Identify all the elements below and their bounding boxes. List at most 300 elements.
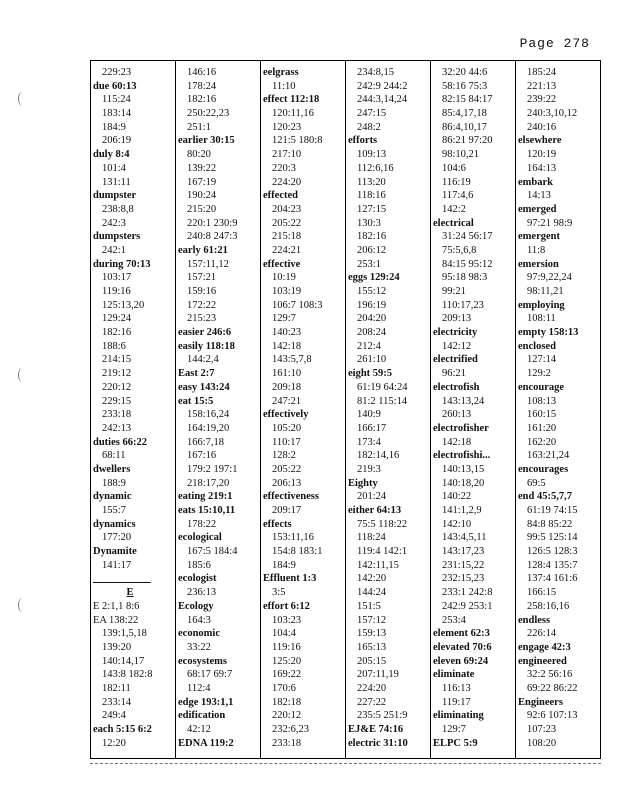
page-reference: 206:13 bbox=[272, 477, 302, 489]
page-reference: 183:14 bbox=[102, 108, 132, 120]
page-reference: 159:13 bbox=[357, 628, 387, 640]
page-reference: 215:20 bbox=[187, 203, 217, 215]
page-reference: 224:20 bbox=[272, 176, 302, 188]
page-reference: 82:15 84:17 bbox=[442, 94, 493, 106]
index-term: engineered bbox=[518, 655, 567, 667]
binder-hole-mark bbox=[18, 598, 27, 612]
page-reference: 129:2 bbox=[527, 368, 551, 380]
page-reference: 42:12 bbox=[187, 724, 211, 735]
page-reference: 233:18 bbox=[102, 409, 132, 421]
page-reference: 140:23 bbox=[272, 327, 302, 339]
page-reference: 140:22 bbox=[442, 491, 472, 503]
page-reference: 106:7 108:3 bbox=[272, 299, 323, 311]
index-term: edge 193:1,1 bbox=[178, 696, 234, 708]
page-reference: 86:21 97:20 bbox=[442, 135, 493, 147]
page-reference: 215:23 bbox=[187, 313, 217, 325]
index-term: eggs 129:24 bbox=[348, 272, 400, 284]
page-reference: 154:8 183:1 bbox=[272, 546, 323, 558]
page-reference: 159:16 bbox=[187, 286, 217, 297]
page-reference: 119:17 bbox=[442, 696, 471, 708]
page-reference: 11:10 bbox=[272, 80, 296, 92]
word-index-table bbox=[90, 60, 601, 759]
page-reference: 109:13 bbox=[357, 149, 387, 161]
index-term: ELPC 5:9 bbox=[433, 737, 478, 749]
index-term: early 61:21 bbox=[178, 244, 228, 256]
page-reference: 220:1 230:9 bbox=[187, 217, 238, 229]
index-term: Eighty bbox=[348, 477, 378, 489]
page-reference: 172:22 bbox=[187, 299, 217, 311]
page-reference: 205:15 bbox=[357, 655, 387, 667]
index-term: effectiveness bbox=[263, 491, 319, 503]
page-reference: EA 138:22 bbox=[93, 614, 139, 626]
page-reference: 131:11 bbox=[102, 176, 131, 188]
page-reference: 232:6,23 bbox=[272, 724, 310, 735]
page-reference: 127:15 bbox=[357, 203, 387, 215]
page-reference: 110:17 bbox=[272, 436, 301, 448]
index-term: ecologist bbox=[178, 573, 217, 585]
page-reference: 119:16 bbox=[102, 286, 131, 297]
page-reference: 86:4,10,17 bbox=[442, 121, 487, 133]
page-reference: 157:21 bbox=[187, 272, 217, 284]
page-reference: 261:10 bbox=[357, 354, 387, 366]
page-reference: 188:6 bbox=[102, 340, 126, 352]
page-reference: 120:11,16 bbox=[272, 108, 314, 120]
page-reference: 95:18 98:3 bbox=[442, 272, 488, 284]
page-reference: 140:9 bbox=[357, 409, 381, 421]
page-reference: 163:21,24 bbox=[527, 450, 570, 462]
index-column bbox=[90, 61, 175, 758]
page-reference: 182:18 bbox=[272, 696, 302, 708]
page-reference: 220:12 bbox=[102, 381, 132, 393]
page-reference: 141:1,2,9 bbox=[442, 505, 482, 516]
index-term: each 5:15 6:2 bbox=[93, 724, 152, 735]
index-term: electric 31:10 bbox=[348, 737, 408, 749]
page-reference: 116:13 bbox=[442, 682, 471, 694]
index-term: earlier 30:15 bbox=[178, 135, 235, 147]
page-reference: 242:13 bbox=[102, 422, 132, 434]
page-reference: 226:14 bbox=[527, 628, 557, 640]
page-reference: 227:22 bbox=[357, 696, 387, 708]
index-term: embark bbox=[518, 176, 553, 188]
page-reference: 144:2,4 bbox=[187, 354, 219, 366]
page-reference: 184:9 bbox=[102, 121, 126, 133]
page-reference: 166:17 bbox=[357, 422, 387, 434]
page-reference: 239:22 bbox=[527, 94, 557, 106]
page-reference: 219:3 bbox=[357, 463, 381, 475]
page-reference: 85:4,17,18 bbox=[442, 108, 487, 120]
page-reference: 207:11,19 bbox=[357, 669, 399, 681]
page-reference: 164:3 bbox=[187, 614, 211, 626]
page-reference: 120:23 bbox=[272, 121, 302, 133]
index-term: eat 15:5 bbox=[178, 395, 214, 407]
page-reference: 260:13 bbox=[442, 409, 472, 421]
index-term: edification bbox=[178, 710, 226, 722]
page-reference: 209:17 bbox=[272, 505, 302, 516]
index-term: Effluent 1:3 bbox=[263, 573, 317, 585]
page-reference: 238:8,8 bbox=[102, 203, 134, 215]
page-reference: 240:16 bbox=[527, 121, 557, 133]
page-reference: 233:1 242:8 bbox=[442, 587, 493, 599]
page-reference: 104:6 bbox=[442, 162, 466, 174]
page-reference: 167:5 184:4 bbox=[187, 546, 238, 558]
index-term: employing bbox=[518, 299, 565, 311]
page-reference: 251:1 bbox=[187, 121, 211, 133]
index-term: electrofishi... bbox=[433, 450, 491, 462]
index-term: endless bbox=[518, 614, 551, 626]
page-reference: 143:13,24 bbox=[442, 395, 485, 407]
page-reference: 212:4 bbox=[357, 340, 381, 352]
page-reference: 151:5 bbox=[357, 600, 381, 612]
page-reference: 96:21 bbox=[442, 368, 466, 380]
page-reference: 182:16 bbox=[357, 231, 387, 243]
index-column bbox=[515, 61, 601, 758]
page-reference: 221:13 bbox=[527, 80, 557, 92]
page-reference: 108:13 bbox=[527, 395, 557, 407]
page-reference: 184:9 bbox=[272, 559, 296, 571]
page-reference: 233:18 bbox=[272, 737, 302, 749]
page-reference: 182:16 bbox=[102, 327, 132, 339]
index-term: eliminating bbox=[433, 710, 484, 722]
page-reference: 126:5 128:3 bbox=[527, 546, 578, 558]
page-reference: 143:4,5,11 bbox=[442, 532, 487, 544]
page-reference: 130:3 bbox=[357, 217, 381, 229]
page-reference: 14:13 bbox=[527, 190, 551, 202]
page-reference: 205:22 bbox=[272, 217, 302, 229]
page-reference: 242:9 244:2 bbox=[357, 80, 408, 92]
page-reference: 142:2 bbox=[442, 203, 466, 215]
page-reference: 236:13 bbox=[187, 587, 217, 599]
page-reference: 68:11 bbox=[102, 450, 126, 462]
index-term: emergent bbox=[518, 231, 560, 243]
index-term: effective bbox=[263, 258, 301, 270]
index-term: eight 59:5 bbox=[348, 368, 393, 380]
page-reference: 140:18,20 bbox=[442, 477, 485, 489]
page-reference: 98:11,21 bbox=[527, 286, 564, 297]
page-reference: 125:20 bbox=[272, 655, 302, 667]
page-reference: 209:18 bbox=[272, 381, 302, 393]
footer-rule bbox=[90, 763, 601, 764]
page-reference: 229:23 bbox=[102, 67, 132, 78]
page-reference: 104:4 bbox=[272, 628, 296, 640]
index-term: electrofisher bbox=[433, 422, 489, 434]
page-reference: 206:19 bbox=[102, 135, 132, 147]
page-reference: 105:20 bbox=[272, 422, 302, 434]
index-term: engage 42:3 bbox=[518, 641, 571, 653]
index-term: ecological bbox=[178, 532, 222, 544]
page-reference: 119:16 bbox=[272, 641, 301, 653]
index-term: Engineers bbox=[518, 696, 563, 708]
page-reference: 128:4 135:7 bbox=[527, 559, 578, 571]
page-reference: 97:9,22,24 bbox=[527, 272, 572, 284]
index-term: eleven 69:24 bbox=[433, 655, 489, 667]
index-term: end 45:5,7,7 bbox=[518, 491, 572, 503]
page-reference: 233:14 bbox=[102, 696, 132, 708]
page-reference: 32:20 44:6 bbox=[442, 67, 488, 78]
index-term: electricity bbox=[433, 327, 478, 339]
page-reference: 249:4 bbox=[102, 710, 126, 722]
page-reference: 32:2 56:16 bbox=[527, 669, 573, 681]
page-reference: 234:8,15 bbox=[357, 67, 395, 78]
page-reference: 208:24 bbox=[357, 327, 387, 339]
page-reference: 142:11,15 bbox=[357, 559, 399, 571]
page-reference: 170:6 bbox=[272, 682, 296, 694]
page-reference: 129:7 bbox=[442, 724, 466, 735]
page-reference: 179:2 197:1 bbox=[187, 463, 238, 475]
page-reference: 117:4,6 bbox=[442, 190, 474, 202]
page-reference: 167:19 bbox=[187, 176, 217, 188]
index-term: dynamics bbox=[93, 518, 136, 530]
binder-hole-mark bbox=[18, 368, 27, 382]
page-reference: 250:22,23 bbox=[187, 108, 230, 120]
page-reference: 118:16 bbox=[357, 190, 386, 202]
page-reference: 139:1,5,18 bbox=[102, 628, 147, 640]
page-reference: 142:18 bbox=[272, 340, 302, 352]
page-reference: 108:20 bbox=[527, 737, 557, 749]
page-reference: 166:15 bbox=[527, 587, 557, 599]
page-reference: 258:16,16 bbox=[527, 600, 570, 612]
index-term: easily 118:18 bbox=[178, 340, 235, 352]
page-reference: 178:22 bbox=[187, 518, 217, 530]
page-reference: 75:5 118:22 bbox=[357, 518, 408, 530]
page-reference: 80:20 bbox=[187, 149, 211, 161]
page-reference: 229:15 bbox=[102, 395, 132, 407]
page-reference: 99:5 125:14 bbox=[527, 532, 578, 544]
page-reference: 161:20 bbox=[527, 422, 557, 434]
index-term: effects bbox=[263, 518, 292, 530]
index-term: eating 219:1 bbox=[178, 491, 233, 503]
page-reference: 12:20 bbox=[102, 737, 126, 749]
page-reference: 235:5 251:9 bbox=[357, 710, 408, 722]
page-reference: 137:4 161:6 bbox=[527, 573, 578, 585]
index-term: encourage bbox=[518, 381, 565, 393]
page-reference: 119:4 142:1 bbox=[357, 546, 408, 558]
page-reference: 33:22 bbox=[187, 641, 211, 653]
index-column bbox=[345, 61, 430, 758]
page-reference: 220:12 bbox=[272, 710, 302, 722]
page-reference: 142:12 bbox=[442, 340, 472, 352]
page-reference: 205:22 bbox=[272, 463, 302, 475]
page-reference: 142:10 bbox=[442, 518, 472, 530]
page-reference: 165:13 bbox=[357, 641, 387, 653]
page-reference: 140:14,17 bbox=[102, 655, 145, 667]
index-term: during 70:13 bbox=[93, 258, 151, 270]
page-reference: 101:4 bbox=[102, 162, 126, 174]
page-reference: 177:20 bbox=[102, 532, 132, 544]
page-reference: 3:5 bbox=[272, 587, 286, 599]
page-reference: 160:15 bbox=[527, 409, 557, 421]
page-reference: 146:16 bbox=[187, 67, 217, 78]
index-term: effectively bbox=[263, 409, 309, 421]
page-reference: 115:24 bbox=[102, 94, 131, 106]
page-reference: 224:20 bbox=[357, 682, 387, 694]
index-term: eats 15:10,11 bbox=[178, 505, 236, 516]
index-term: encourages bbox=[518, 463, 569, 475]
index-term: electrical bbox=[433, 217, 474, 229]
page-reference: 247:15 bbox=[357, 108, 387, 120]
index-term: ecosystems bbox=[178, 655, 227, 667]
page-reference: 121:5 180:8 bbox=[272, 135, 323, 147]
page-reference: 244:3,14,24 bbox=[357, 94, 408, 106]
page-reference: 220:3 bbox=[272, 162, 296, 174]
page-reference: 247:21 bbox=[272, 395, 302, 407]
page-reference: 112:6,16 bbox=[357, 162, 394, 174]
page-reference: 69:5 bbox=[527, 477, 546, 489]
page-reference: 214:15 bbox=[102, 354, 132, 366]
page-reference: 206:12 bbox=[357, 244, 387, 256]
page-reference: 84:8 85:22 bbox=[527, 518, 573, 530]
index-term: dumpsters bbox=[93, 231, 141, 243]
page-reference: 107:23 bbox=[527, 724, 557, 735]
page-reference: 242:9 253:1 bbox=[442, 600, 493, 612]
page-reference: 162:20 bbox=[527, 436, 557, 448]
index-column bbox=[175, 61, 260, 758]
index-term: elsewhere bbox=[518, 135, 562, 147]
index-term: East 2:7 bbox=[178, 368, 215, 380]
page-reference: 215:18 bbox=[272, 231, 302, 243]
page-reference: 68:17 69:7 bbox=[187, 669, 233, 681]
page-reference: 31:24 56:17 bbox=[442, 231, 493, 243]
page-reference: 140:13,15 bbox=[442, 463, 485, 475]
page-reference: 143:8 182:8 bbox=[102, 669, 153, 681]
index-term: either 64:13 bbox=[348, 505, 402, 516]
index-term: easy 143:24 bbox=[178, 381, 230, 393]
page-reference: 118:24 bbox=[357, 532, 386, 544]
page-reference: 103:23 bbox=[272, 614, 302, 626]
page-reference: 113:20 bbox=[357, 176, 386, 188]
index-term: dwellers bbox=[93, 463, 131, 475]
page-reference: 155:12 bbox=[357, 286, 387, 297]
page-reference: 103:19 bbox=[272, 286, 302, 297]
index-term: electrofish bbox=[433, 381, 480, 393]
index-term: dynamic bbox=[93, 491, 132, 503]
index-column bbox=[260, 61, 345, 758]
index-term: effected bbox=[263, 190, 298, 202]
section-divider bbox=[93, 572, 175, 586]
page-reference: 253:4 bbox=[442, 614, 466, 626]
page-reference: 81:2 115:14 bbox=[357, 395, 408, 407]
page-reference: 164:19,20 bbox=[187, 422, 230, 434]
page-reference: 169:22 bbox=[272, 669, 302, 681]
page-reference: 69:22 86:22 bbox=[527, 682, 578, 694]
index-term: eelgrass bbox=[263, 67, 299, 78]
page-reference: 99:21 bbox=[442, 286, 466, 297]
page-reference: 190:24 bbox=[187, 190, 217, 202]
index-term: Ecology bbox=[178, 600, 214, 612]
page-reference: 182:14,16 bbox=[357, 450, 400, 462]
page-reference: 11:8 bbox=[527, 244, 546, 256]
page-reference: 125:13,20 bbox=[102, 299, 145, 311]
page-reference: 173:4 bbox=[357, 436, 381, 448]
index-term: enclosed bbox=[518, 340, 556, 352]
index-term: dumpster bbox=[93, 190, 137, 202]
index-term: emerged bbox=[518, 203, 557, 215]
page-reference: 166:7,18 bbox=[187, 436, 225, 448]
page-reference: 97:21 98:9 bbox=[527, 217, 573, 229]
page-reference: 217:10 bbox=[272, 149, 302, 161]
page-reference: 185:24 bbox=[527, 67, 557, 78]
page-reference: 164:13 bbox=[527, 162, 557, 174]
index-term: electrified bbox=[433, 354, 478, 366]
page-reference: 196:19 bbox=[357, 299, 387, 311]
page-reference: 92:6 107:13 bbox=[527, 710, 578, 722]
index-term: effect 112:18 bbox=[263, 94, 320, 106]
page-reference: 231:15,22 bbox=[442, 559, 485, 571]
index-term: empty 158:13 bbox=[518, 327, 579, 339]
page-reference: 158:16,24 bbox=[187, 409, 230, 421]
section-letter: E bbox=[126, 587, 134, 599]
index-term: due 60:13 bbox=[93, 80, 137, 92]
page-reference: 129:24 bbox=[102, 313, 132, 325]
page-reference: 242:3 bbox=[102, 217, 126, 229]
page-reference: 240:8 247:3 bbox=[187, 231, 238, 243]
page-reference: E 2:1,1 8:6 bbox=[93, 600, 140, 612]
page-reference: 110:17,23 bbox=[442, 299, 484, 311]
page-reference: 142:18 bbox=[442, 436, 472, 448]
page-reference: 157:11,12 bbox=[187, 258, 229, 270]
page-reference: 108:11 bbox=[527, 313, 556, 325]
index-term: elevated 70:6 bbox=[433, 641, 492, 653]
page-reference: 224:21 bbox=[272, 244, 302, 256]
page-reference: 182:11 bbox=[102, 682, 131, 694]
page-reference: 116:19 bbox=[442, 176, 471, 188]
page-reference: 204:23 bbox=[272, 203, 302, 215]
page-reference: 182:16 bbox=[187, 94, 217, 106]
page-reference: 127:14 bbox=[527, 354, 557, 366]
index-term: EJ&E 74:16 bbox=[348, 724, 404, 735]
page-reference: 219:12 bbox=[102, 368, 132, 380]
page-reference: 209:13 bbox=[442, 313, 472, 325]
page-reference: 242:1 bbox=[102, 244, 126, 256]
binder-hole-mark bbox=[18, 92, 27, 106]
page-number: Page 278 bbox=[519, 36, 590, 51]
page-reference: 188:9 bbox=[102, 477, 126, 489]
page-reference: 167:16 bbox=[187, 450, 217, 462]
index-term: efforts bbox=[348, 135, 378, 147]
page-reference: 157:12 bbox=[357, 614, 387, 626]
index-term: effort 6:12 bbox=[263, 600, 310, 612]
page-reference: 75:5,6,8 bbox=[442, 244, 477, 256]
page-reference: 103:17 bbox=[102, 272, 132, 284]
index-term: economic bbox=[178, 628, 220, 640]
page-reference: 139:22 bbox=[187, 162, 217, 174]
index-term: Dynamite bbox=[93, 546, 137, 558]
page-reference: 155:7 bbox=[102, 505, 126, 516]
page-reference: 144:24 bbox=[357, 587, 387, 599]
page-reference: 139:20 bbox=[102, 641, 132, 653]
page-reference: 218:17,20 bbox=[187, 477, 230, 489]
page-reference: 248:2 bbox=[357, 121, 381, 133]
index-term: EDNA 119:2 bbox=[178, 737, 234, 749]
page-reference: 153:11,16 bbox=[272, 532, 314, 544]
page-reference: 142:20 bbox=[357, 573, 387, 585]
page-reference: 10:19 bbox=[272, 272, 296, 284]
page-reference: 240:3,10,12 bbox=[527, 108, 578, 120]
page-reference: 161:10 bbox=[272, 368, 302, 380]
index-term: duly 8:4 bbox=[93, 149, 130, 161]
page-reference: 84:15 95:12 bbox=[442, 258, 493, 270]
page-reference: 129:7 bbox=[272, 313, 296, 325]
page-reference: 178:24 bbox=[187, 80, 217, 92]
page-reference: 141:17 bbox=[102, 559, 132, 571]
page-reference: 201:24 bbox=[357, 491, 387, 503]
index-term: easier 246:6 bbox=[178, 327, 232, 339]
page-reference: 61:19 64:24 bbox=[357, 381, 408, 393]
index-term: duties 66:22 bbox=[93, 436, 147, 448]
index-term: element 62:3 bbox=[433, 628, 490, 640]
page-reference: 112:4 bbox=[187, 682, 211, 694]
page-reference: 128:2 bbox=[272, 450, 296, 462]
page-reference: 143:5,7,8 bbox=[272, 354, 312, 366]
